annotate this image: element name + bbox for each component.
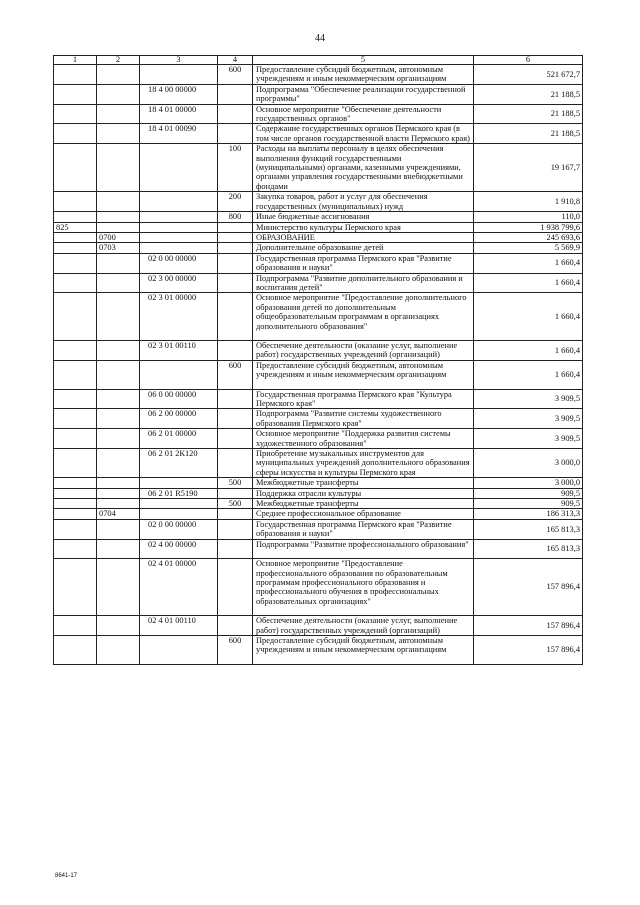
amount-cell: 909,5 [474,499,583,509]
item-name-cell: Расходы на выплаты персоналу в целях обеспечения выполнения функций государственными (муниципальными) органами, казенными учреждениями, органами управления государственными внебюджетными фондами [253,144,474,192]
table-row [54,293,583,341]
expense-type-cell [218,243,253,253]
ministry-code-cell [54,559,97,616]
table-row [54,559,583,616]
target-article-cell: 06 2 00 00000 [140,409,218,429]
ministry-code-cell [54,243,97,253]
target-article-cell: 06 2 01 00000 [140,429,218,449]
table-row [54,509,583,519]
table-row [54,104,583,124]
expense-type-cell [218,84,253,104]
expense-type-cell [218,519,253,539]
ministry-code-cell [54,212,97,222]
item-name-cell: Содержание государственных органов Пермского края (в том числе органов государственной власти Пермского края) [253,124,474,144]
ministry-code-cell [54,449,97,478]
table-row [54,144,583,192]
table-row [54,212,583,222]
target-article-cell: 18 4 00 00000 [140,84,218,104]
expense-type-cell: 600 [218,65,253,85]
amount-cell: 3 000,0 [474,478,583,488]
amount-cell: 909,5 [474,488,583,498]
item-name-cell: Подпрограмма "Обеспечение реализации государственной программы" [253,84,474,104]
section-code-cell [97,389,140,409]
ministry-code-cell [54,519,97,539]
amount-cell: 1 910,8 [474,192,583,212]
section-code-cell [97,449,140,478]
item-name-cell: Государственная программа Пермского края "Развитие образования и науки" [253,519,474,539]
ministry-code-cell [54,429,97,449]
table-row [54,449,583,478]
page-number: 44 [315,33,325,44]
item-name-cell: Основное мероприятие "Обеспечение деятельности государственных органов" [253,104,474,124]
target-article-cell [140,192,218,212]
amount-cell: 186 313,3 [474,509,583,519]
item-name-cell: Предоставление субсидий бюджетным, автономным учреждениям и иным некоммерческим организациям [253,635,474,664]
table-row [54,539,583,558]
section-code-cell [97,616,140,636]
item-name-cell: Подпрограмма "Развитие дополнительного образования и воспитания детей" [253,273,474,293]
table-row [54,478,583,488]
amount-cell: 3 909,5 [474,429,583,449]
expense-type-cell [218,124,253,144]
item-name-cell: Государственная программа Пермского края "Развитие образования и науки" [253,253,474,273]
target-article-cell: 02 3 01 00110 [140,340,218,360]
table-row [54,429,583,449]
target-article-cell [140,212,218,222]
header-cell-3: 3 [140,56,218,65]
amount-cell: 3 000,0 [474,449,583,478]
item-name-cell: Основное мероприятие "Поддержка развития системы художественного образования" [253,429,474,449]
expense-type-cell [218,389,253,409]
header-row [54,56,583,65]
expense-type-cell [218,429,253,449]
target-article-cell: 02 3 00 00000 [140,273,218,293]
header-cell-4: 4 [218,56,253,65]
expense-type-cell: 500 [218,478,253,488]
section-code-cell [97,340,140,360]
section-code-cell [97,559,140,616]
item-name-cell: Поддержка отрасли культуры [253,488,474,498]
table-row [54,488,583,498]
item-name-cell: Министерство культуры Пермского края [253,222,474,232]
ministry-code-cell [54,192,97,212]
expense-type-cell: 600 [218,360,253,389]
item-name-cell: Среднее профессиональное образование [253,509,474,519]
expense-type-cell: 500 [218,499,253,509]
section-code-cell: 0700 [97,232,140,242]
target-article-cell: 18 4 01 00090 [140,124,218,144]
section-code-cell [97,635,140,664]
target-article-cell [140,232,218,242]
ministry-code-cell [54,389,97,409]
item-name-cell: Закупка товаров, работ и услуг для обеспечения государственных (муниципальных) нужд [253,192,474,212]
item-name-cell: Подпрограмма "Развитие системы художественного образования Пермского края" [253,409,474,429]
section-code-cell [97,212,140,222]
ministry-code-cell [54,65,97,85]
expense-type-cell [218,449,253,478]
item-name-cell: Межбюджетные трансферты [253,499,474,509]
item-name-cell: Основное мероприятие "Предоставление дополнительного образования детей по дополнительным общеобразовательным программам в организациях дополнительного образования" [253,293,474,341]
amount-cell: 157 896,4 [474,616,583,636]
target-article-cell: 06 2 01 R5190 [140,488,218,498]
table-row [54,635,583,664]
expense-type-cell [218,273,253,293]
amount-cell: 157 896,4 [474,559,583,616]
amount-cell: 521 672,7 [474,65,583,85]
header-cell-6: 6 [474,56,583,65]
target-article-cell: 02 4 00 00000 [140,539,218,558]
item-name-cell: Предоставление субсидий бюджетным, автономным учреждениям и иным некоммерческим организациям [253,65,474,85]
table-row [54,84,583,104]
target-article-cell: 02 4 01 00000 [140,559,218,616]
expense-type-cell [218,232,253,242]
ministry-code-cell [54,84,97,104]
target-article-cell [140,360,218,389]
amount-cell: 165 813,3 [474,519,583,539]
expense-type-cell [218,104,253,124]
amount-cell: 245 693,6 [474,232,583,242]
target-article-cell: 06 2 01 2К120 [140,449,218,478]
header-cell-5: 5 [253,56,474,65]
section-code-cell [97,65,140,85]
section-code-cell [97,253,140,273]
expense-type-cell [218,253,253,273]
section-code-cell [97,192,140,212]
amount-cell: 5 569,9 [474,243,583,253]
ministry-code-cell [54,635,97,664]
amount-cell: 21 188,5 [474,104,583,124]
item-name-cell: Дополнительное образование детей [253,243,474,253]
ministry-code-cell [54,616,97,636]
item-name-cell: Основное мероприятие "Предоставление профессионального образования по образовательным программам профессионального образования и профессионального обучения в профессиональных образовательных организациях" [253,559,474,616]
ministry-code-cell [54,409,97,429]
amount-cell: 157 896,4 [474,635,583,664]
document-code: 8641-17 [55,873,78,879]
expense-type-cell [218,222,253,232]
table-row [54,253,583,273]
section-code-cell: 0703 [97,243,140,253]
item-name-cell: Предоставление субсидий бюджетным, автономным учреждениям и иным некоммерческим организациям [253,360,474,389]
table-row [54,616,583,636]
item-name-cell: Обеспечение деятельности (оказание услуг, выполнение работ) государственных учреждений (организаций) [253,340,474,360]
target-article-cell: 06 0 00 00000 [140,389,218,409]
amount-cell: 1 660,4 [474,340,583,360]
expense-type-cell [218,559,253,616]
target-article-cell [140,509,218,519]
target-article-cell: 02 0 00 00000 [140,519,218,539]
ministry-code-cell [54,124,97,144]
ministry-code-cell [54,488,97,498]
target-article-cell [140,635,218,664]
ministry-code-cell [54,273,97,293]
table-row [54,519,583,539]
amount-cell: 1 938 799,6 [474,222,583,232]
table-row [54,340,583,360]
table-row [54,192,583,212]
amount-cell: 1 660,4 [474,253,583,273]
ministry-code-cell [54,539,97,558]
amount-cell: 165 813,3 [474,539,583,558]
ministry-code-cell [54,509,97,519]
target-article-cell: 02 4 01 00110 [140,616,218,636]
amount-cell: 3 909,5 [474,409,583,429]
section-code-cell [97,273,140,293]
section-code-cell [97,409,140,429]
budget-table [53,55,583,665]
amount-cell: 1 660,4 [474,360,583,389]
section-code-cell [97,84,140,104]
table-row [54,124,583,144]
amount-cell: 1 660,4 [474,273,583,293]
expense-type-cell [218,409,253,429]
header-cell-1: 1 [54,56,97,65]
section-code-cell [97,293,140,341]
table-row [54,222,583,232]
target-article-cell [140,144,218,192]
ministry-code-cell [54,104,97,124]
expense-type-cell: 200 [218,192,253,212]
target-article-cell [140,65,218,85]
header-cell-2: 2 [97,56,140,65]
expense-type-cell: 800 [218,212,253,222]
section-code-cell [97,222,140,232]
ministry-code-cell [54,478,97,488]
target-article-cell [140,243,218,253]
amount-cell: 19 167,7 [474,144,583,192]
ministry-code-cell [54,144,97,192]
amount-cell: 3 909,5 [474,389,583,409]
table-body [54,65,583,665]
section-code-cell [97,144,140,192]
table-row [54,499,583,509]
target-article-cell: 02 3 01 00000 [140,293,218,341]
table-row [54,409,583,429]
expense-type-cell [218,539,253,558]
ministry-code-cell: 825 [54,222,97,232]
table-row [54,243,583,253]
amount-cell: 21 188,5 [474,84,583,104]
section-code-cell [97,488,140,498]
section-code-cell [97,124,140,144]
ministry-code-cell [54,340,97,360]
ministry-code-cell [54,232,97,242]
item-name-cell: Государственная программа Пермского края "Культура Пермского края" [253,389,474,409]
amount-cell: 110,0 [474,212,583,222]
table-row [54,389,583,409]
item-name-cell: Обеспечение деятельности (оказание услуг, выполнение работ) государственных учреждений (организаций) [253,616,474,636]
expense-type-cell: 600 [218,635,253,664]
item-name-cell: Приобретение музыкальных инструментов для муниципальных учреждений дополнительного образования сферы искусства и культуры Пермского края [253,449,474,478]
target-article-cell: 02 0 00 00000 [140,253,218,273]
section-code-cell: 0704 [97,509,140,519]
ministry-code-cell [54,293,97,341]
section-code-cell [97,519,140,539]
ministry-code-cell [54,360,97,389]
section-code-cell [97,429,140,449]
section-code-cell [97,360,140,389]
item-name-cell: ОБРАЗОВАНИЕ [253,232,474,242]
expense-type-cell [218,616,253,636]
item-name-cell: Межбюджетные трансферты [253,478,474,488]
item-name-cell: Подпрограмма "Развитие профессионального образования" [253,539,474,558]
amount-cell: 21 188,5 [474,124,583,144]
table-row [54,360,583,389]
target-article-cell: 18 4 01 00000 [140,104,218,124]
section-code-cell [97,478,140,488]
section-code-cell [97,539,140,558]
expense-type-cell [218,488,253,498]
target-article-cell [140,499,218,509]
table-row [54,273,583,293]
expense-type-cell [218,293,253,341]
expense-type-cell [218,509,253,519]
ministry-code-cell [54,499,97,509]
expense-type-cell [218,340,253,360]
table-row [54,232,583,242]
item-name-cell: Иные бюджетные ассигнования [253,212,474,222]
section-code-cell [97,499,140,509]
target-article-cell [140,478,218,488]
table-row [54,65,583,85]
amount-cell: 1 660,4 [474,293,583,341]
expense-type-cell: 100 [218,144,253,192]
target-article-cell [140,222,218,232]
ministry-code-cell [54,253,97,273]
section-code-cell [97,104,140,124]
